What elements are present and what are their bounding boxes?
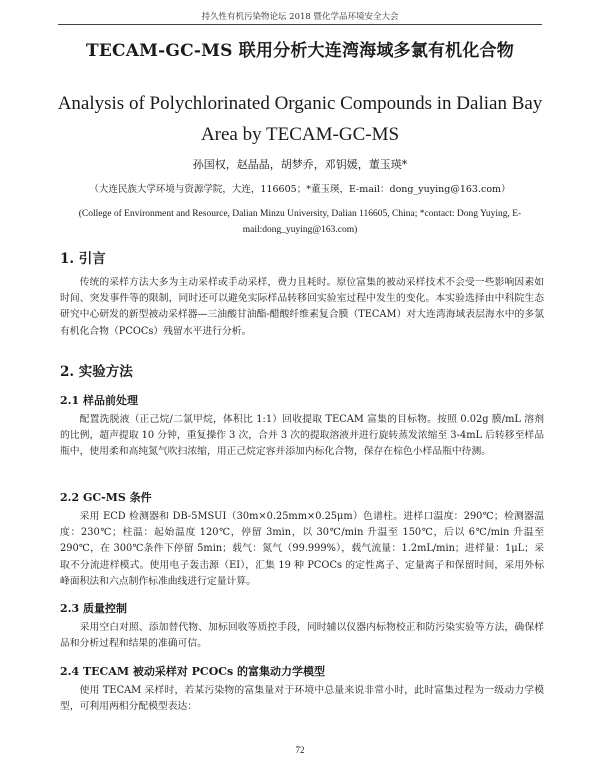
pretreatment-paragraph: 配置洗脱液（正己烷/二氯甲烷，体积比 1:1）回收提取 TECAM 富集的目标物。按照 0.02g 膜/mL 溶剂的比例，超声提取 10 分钟，重复操作 3 次，合并 3 次的提取溶液并进行旋转蒸发浓缩至 3-4mL 后转移至样品瓶中，使用柔和高纯氮气吹扫浓缩，用正己烷定容并添加内标化合物，保存在棕色小样品瓶中待测。	[60, 414, 544, 458]
subsection-heading-gcms: 2.2 GC-MS 条件	[60, 491, 152, 504]
kinetics-paragraph: 使用 TECAM 采样时，若某污染物的富集量对于环境中总量来说非常小时，此时富集过程为一级动力学模型，可利用两相分配模型表达：	[60, 685, 544, 713]
subsection-heading-quality-control: 2.3 质量控制	[60, 602, 127, 615]
gcms-paragraph: 采用 ECD 检测器和 DB-5MSUI（30m×0.25mm×0.25μm）色谱柱。进样口温度：290℃；检测器温度：230℃；柱温：起始温度 120℃，停留 3min，以 30℃/min 升温至 150℃，后以 6℃/min 升温至 290℃，在 300℃条件下停留 5min；载气：氮气（99.999%），载气流量：1.2mL/min；进样量：1μL；采取不分流进样模式。使用电子轰击源（EI），汇集 19 种 PCOCs 的定性离子、定量离子和保留时间，采用外标峰面积法和六点制作标准曲线进行定量计算。	[60, 511, 544, 587]
affiliation-english: (College of Environment and Resource, Dalian Minzu University, Dalian 116605, China; *contact: Dong Yuying, E-mail:dong_yuying@163.com)	[78, 209, 522, 235]
introduction-paragraph: 传统的采样方法大多为主动采样或手动采样，费力且耗时。原位富集的被动采样技术不会受一些影响因素如时间、突发事件等的限制，同时还可以避免实际样品转移回实验室过程中发生的变化。本实验选择由中科院生态研究中心研发的新型被动采样器—三油酸甘油酯-醋酸纤维素复合膜（TECAM）对大连湾海域表层海水中的多氯有机化合物（PCOCs）残留水平进行分析。	[60, 277, 544, 337]
header-rule	[58, 24, 542, 25]
running-header: 持久性有机污染物论坛 2018 暨化学品环境安全大会	[201, 12, 399, 22]
affiliation-chinese: （大连民族大学环境与资源学院，大连，116605；*董玉瑛，E-mail：dong_yuying@163.com）	[89, 184, 511, 195]
subsection-heading-pretreatment: 2.1 样品前处理	[60, 394, 138, 407]
page-number: 72	[295, 745, 305, 755]
section-heading-introduction: 1. 引言	[60, 251, 106, 267]
subsection-heading-kinetics: 2.4 TECAM 被动采样对 PCOCs 的富集动力学模型	[60, 665, 326, 678]
title-english: Analysis of Polychlorinated Organic Compounds in Dalian Bay Area by TECAM-GC-MS	[57, 93, 543, 145]
author-list: 孙国权，赵晶晶，胡梦乔，邓钥媛，董玉瑛*	[192, 158, 408, 171]
quality-control-paragraph: 采用空白对照、添加替代物、加标回收等质控手段，同时辅以仪器内标物校正和防污染实验等方法，确保样品和分析过程和结果的准确可信。	[60, 622, 544, 650]
section-heading-methods: 2. 实验方法	[60, 364, 133, 380]
title-chinese: TECAM-GC-MS 联用分析大连湾海域多氯有机化合物	[86, 41, 514, 61]
